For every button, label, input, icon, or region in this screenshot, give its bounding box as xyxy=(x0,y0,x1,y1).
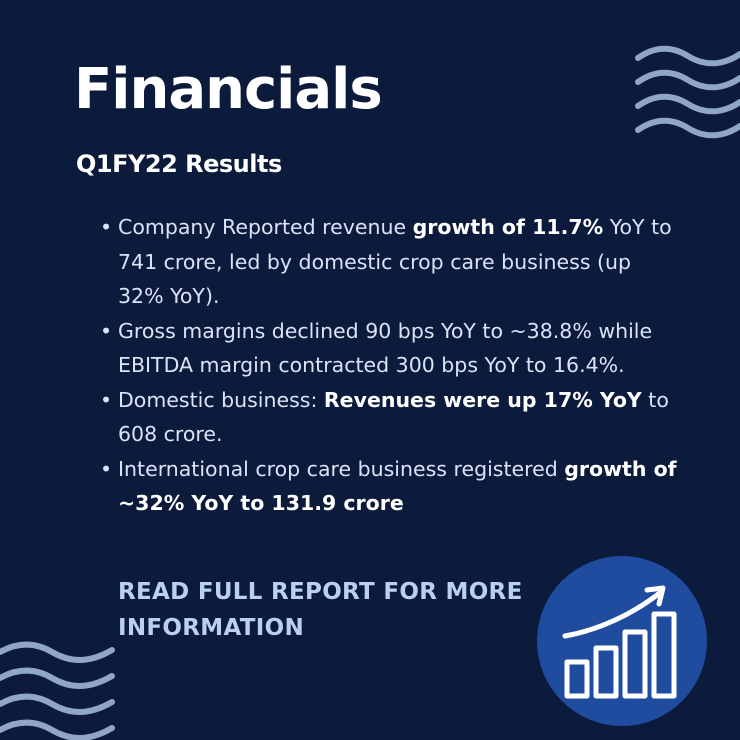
result-international: • International crop care business registered growth of ~32% YoY to 131.9 crore xyxy=(100,452,680,521)
result-margins: • Gross margins declined 90 bps YoY to ~38.8% while EBITDA margin contracted 300 bps YoY to 16.4%. xyxy=(100,314,680,383)
result-revenue: • Company Reported revenue growth of 11.7% YoY to 741 crore, led by domestic crop care business (up 32% YoY). xyxy=(100,210,680,314)
bottom-left-waves-icon xyxy=(0,638,120,740)
top-right-waves-icon xyxy=(630,40,740,140)
bar-chart-growth-icon xyxy=(537,556,707,726)
page-subtitle: Q1FY22 Results xyxy=(76,150,282,178)
result-domestic: • Domestic business: Revenues were up 17% YoY to 608 crore. xyxy=(100,383,680,452)
read-report-cta[interactable]: READ FULL REPORT FOR MORE INFORMATION xyxy=(118,579,523,641)
growth-badge xyxy=(537,556,707,726)
results-list xyxy=(100,210,680,521)
page-title: Financials xyxy=(74,57,382,122)
